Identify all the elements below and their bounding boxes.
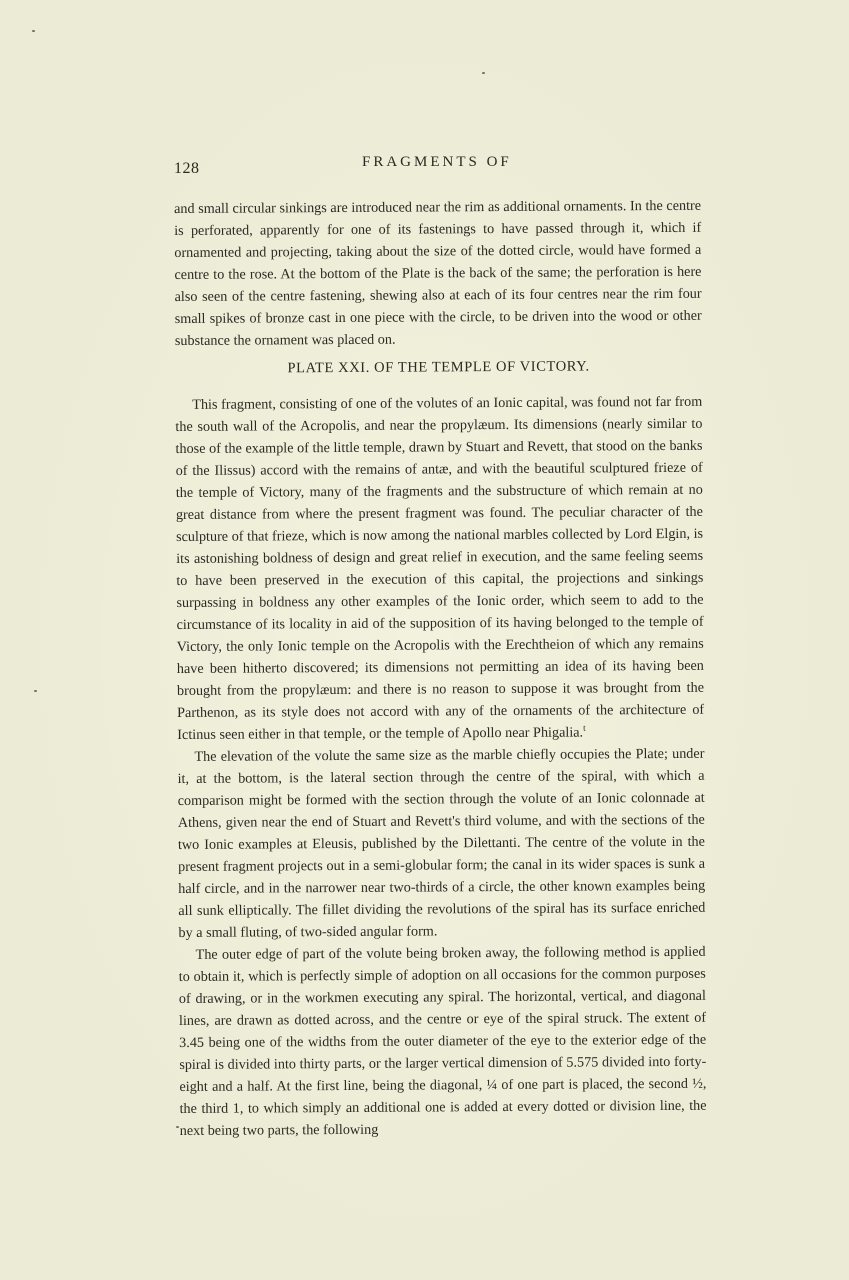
print-speck: [482, 72, 485, 74]
print-speck: [32, 30, 35, 32]
plate-heading: PLATE XXI. OF THE TEMPLE OF VICTORY.: [287, 358, 590, 377]
paragraph-1-text: This fragment, consisting of one of the volutes of an Ionic capital, was found not far from the south wall of the Acropolis, and near the propylæum. Its dimensions (nearly similar to those of the example of the little temple, drawn by Stuart and Revett, that stood on the banks of the Ilissus) accord with the remains of antæ, and with the beautiful sculptured frieze of the temple of Victory, many of the fragments and the substructure of which remain at no great distance from where the present fragment was found. The peculiar character of the sculpture of that frieze, which is now among the national marbles collected by Lord Elgin, is its astonishing boldness of design and great relief in execution, and the same feeling seems to have been preserved in the execution of this capital, the projections and sinkings surpassing in boldness any other examples of the Ionic order, which seem to add to the circumstance of its locality in aid of the supposition of its having belonged to the temple of Victory, the only Ionic temple on the Acropolis with the Erechtheion of which any remains have been hitherto discovered; its dimensions not permitting an idea of its having been brought from the propylæum: and there is no reason to suppose it was brought from the Parthenon, as its style does not accord with any of the ornaments of the architecture of Ictinus seen either in that temple, or the temple of Apollo near Phigalia.: [175, 393, 705, 743]
running-title: FRAGMENTS OF: [362, 154, 512, 170]
page-number: 128: [174, 160, 200, 177]
print-speck: [34, 690, 37, 692]
paragraph-1: [175, 391, 704, 746]
print-speck: [176, 1126, 179, 1128]
footnote-mark: t: [583, 722, 586, 733]
body-text: [174, 195, 707, 1142]
paragraph-2: The elevation of the volute the same size as the marble chiefly occupies the Plate; under it, at the bottom, is the lateral section through the centre of the spiral, with which a comparison might be formed with the section through the volute of an Ionic colonnade at Athens, given near the end of Stuart and Revett's third volume, and with the sections of the two Ionic examples at Eleusis, published by the Dilettanti. The centre of the volute in the present fragment projects out in a semi-globular form; the canal in its wider spaces is sunk a half circle, and in the narrower near two-thirds of a circle, the other known examples being all sunk elliptically. The fillet dividing the revolutions of the spiral has its surface enriched by a small fluting, of two-sided angular form.: [177, 745, 706, 941]
page-header: [174, 152, 704, 182]
paragraph-3: The outer edge of part of the volute being broken away, the following method is applied to obtain it, which is perfectly simple of adoption on all occasions for the common purposes of drawing, or in the workmen executing any spiral. The horizontal, vertical, and diagonal lines, are drawn as dotted across, and the centre or eye of the spiral struck. The extent of 3.45 being one of the widths from the outer diameter of the eye to the exterior edge of the spiral is divided into thirty parts, or the larger vertical dimension of 5.575 divided into forty-eight and a half. At the first line, being the diagonal, ¼ of one part is placed, the second ½, the third 1, to which simply an additional one is added at every dotted or division line, the next being two parts, the following: [178, 943, 707, 1139]
continuation-paragraph: and small circular sinkings are introduced near the rim as additional ornaments. In the centre is perforated, apparently for one of its fastenings to have passed through it, which if ornamented and projecting, taking about the size of the dotted circle, would have formed a centre to the rose. At the bottom of the Plate is the back of the same; the perforation is here also seen of the centre fastening, shewing also at each of its four centres near the rim four small spikes of bronze cast in one piece with the circle, to be driven into the wood or other substance the ornament was placed on.: [174, 197, 702, 349]
